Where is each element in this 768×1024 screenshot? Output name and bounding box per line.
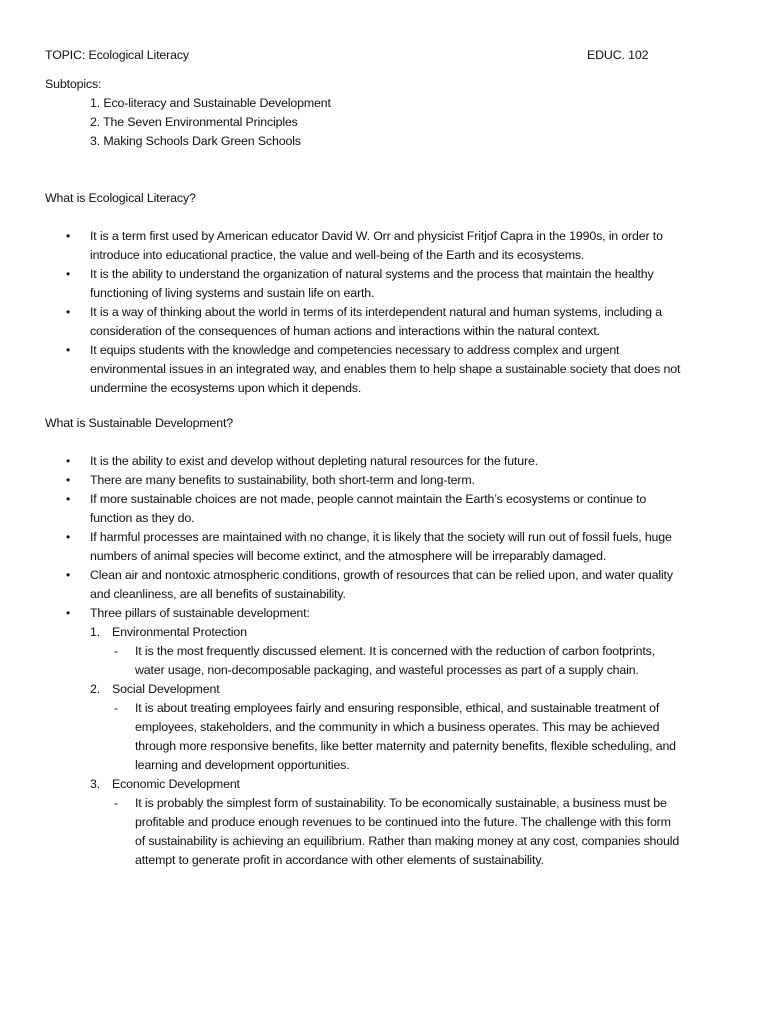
bullet-icon: • (66, 568, 71, 582)
sustainable-development-bullets (66, 452, 726, 870)
bullet-text-line: It is the ability to exist and develop without depleting natural resources for the future. (90, 454, 538, 468)
bullet-text-line: Clean air and nontoxic atmospheric conditions, growth of resources that can be relied upon, and water quality (90, 568, 673, 582)
bullet-item (66, 471, 726, 490)
pillar-detail-line: profitable and produce enough revenues to be continued into the future. The challenge with this form (135, 815, 671, 829)
pillar-number: 2. (90, 682, 101, 696)
bullet-icon: • (66, 267, 71, 281)
pillar-detail-line: It is about treating employees fairly and ensuring responsible, ethical, and sustainable treatment of (135, 701, 660, 715)
subtopics-label: Subtopics: (45, 77, 102, 91)
pillar-detail (90, 642, 726, 680)
pillar-number: 1. (90, 625, 101, 639)
pillar-number: 3. (90, 777, 101, 791)
pillar-economic-development (90, 775, 726, 870)
bullet-text-line: undermine the ecosystems upon which it depends. (90, 381, 362, 395)
subtopic-item: 2. The Seven Environmental Principles (90, 115, 298, 129)
pillar-social-development (90, 680, 726, 775)
bullet-icon: • (66, 229, 71, 243)
bullet-item-pillars (66, 604, 726, 870)
bullet-text-line: environmental issues in an integrated way, and enables them to help shape a sustainable society that does not (90, 362, 681, 376)
topic-title: TOPIC: Ecological Literacy (45, 48, 189, 62)
dash-icon: - (114, 644, 118, 658)
course-code: EDUC. 102 (587, 48, 649, 62)
bullet-item (66, 452, 726, 471)
bullet-text-line: It is a term first used by American educator David W. Orr and physicist Fritjof Capra in the 1990s, in order to (90, 229, 663, 243)
bullet-text-line: numbers of animal species will become extinct, and the atmosphere will be irreparably damaged. (90, 549, 607, 563)
bullet-item (66, 528, 726, 566)
ecological-literacy-bullets (66, 227, 726, 398)
document-header (45, 46, 655, 65)
section-heading-ecological-literacy: What is Ecological Literacy? (45, 191, 196, 205)
bullet-icon: • (66, 343, 71, 357)
pillar-detail (90, 794, 726, 870)
bullet-text-line: introduce into educational practice, the value and well-being of the Earth and its ecosystems. (90, 248, 585, 262)
pillar-detail-line: It is probably the simplest form of sustainability. To be economically sustainable, a business must be (135, 796, 667, 810)
pillar-title: Environmental Protection (112, 625, 247, 639)
bullet-icon: • (66, 606, 71, 620)
pillar-heading (90, 623, 726, 642)
bullet-text-line: It is a way of thinking about the world in terms of its interdependent natural and human systems, including a (90, 305, 662, 319)
pillar-title: Economic Development (112, 777, 240, 791)
bullet-icon: • (66, 492, 71, 506)
pillar-detail-line: through more responsive benefits, like better maternity and paternity benefits, flexible scheduling, and (135, 739, 676, 753)
bullet-item (66, 227, 726, 265)
dash-icon: - (114, 796, 118, 810)
bullet-item (66, 566, 726, 604)
bullet-item (66, 490, 726, 528)
bullet-text-line: It is the ability to understand the organization of natural systems and the process that maintain the healthy (90, 267, 654, 281)
pillar-detail-line: water usage, non-decomposable packaging, and wasteful processes as part of a supply chain. (135, 663, 639, 677)
bullet-icon: • (66, 454, 71, 468)
pillar-environmental-protection (90, 623, 726, 680)
bullet-text-line: function as they do. (90, 511, 195, 525)
bullet-icon: • (66, 530, 71, 544)
bullet-text-line: If more sustainable choices are not made, people cannot maintain the Earth’s ecosystems or continue to (90, 492, 647, 506)
bullet-text-line: and cleanliness, are all benefits of sustainability. (90, 587, 346, 601)
bullet-item (66, 341, 726, 398)
pillar-heading (90, 680, 726, 699)
pillar-detail-line: attempt to generate profit in accordance with other elements of sustainability. (135, 853, 544, 867)
subtopic-item: 3. Making Schools Dark Green Schools (90, 134, 301, 148)
pillar-title: Social Development (112, 682, 220, 696)
bullet-item (66, 303, 726, 341)
bullet-text-line: There are many benefits to sustainability, both short-term and long-term. (90, 473, 475, 487)
bullet-item (66, 265, 726, 303)
pillars-intro: Three pillars of sustainable development: (90, 606, 310, 620)
bullet-text-line: functioning of living systems and sustain life on earth. (90, 286, 375, 300)
section-heading-sustainable-development: What is Sustainable Development? (45, 416, 234, 430)
pillar-detail-line: learning and development opportunities. (135, 758, 350, 772)
bullet-text-line: If harmful processes are maintained with no change, it is likely that the society will run out of fossil fuels, huge (90, 530, 672, 544)
pillar-detail-line: of sustainability is achieving an equilibrium. Rather than making money at any cost, companies should (135, 834, 680, 848)
pillar-detail-line: It is the most frequently discussed element. It is concerned with the reduction of carbon footprints, (135, 644, 655, 658)
pillar-heading (90, 775, 726, 794)
pillar-detail (90, 699, 726, 775)
bullet-icon: • (66, 305, 71, 319)
subtopic-item: 1. Eco-literacy and Sustainable Development (90, 96, 331, 110)
subtopics-list (90, 94, 331, 151)
pillar-detail-line: employees, stakeholders, and the community in which a business operates. This may be achieved (135, 720, 660, 734)
pillars-list (90, 623, 726, 870)
bullet-text-line: consideration of the consequences of human actions and interactions within the natural context. (90, 324, 600, 338)
bullet-text-line: It equips students with the knowledge and competencies necessary to address complex and urgent (90, 343, 620, 357)
dash-icon: - (114, 701, 118, 715)
bullet-icon: • (66, 473, 71, 487)
